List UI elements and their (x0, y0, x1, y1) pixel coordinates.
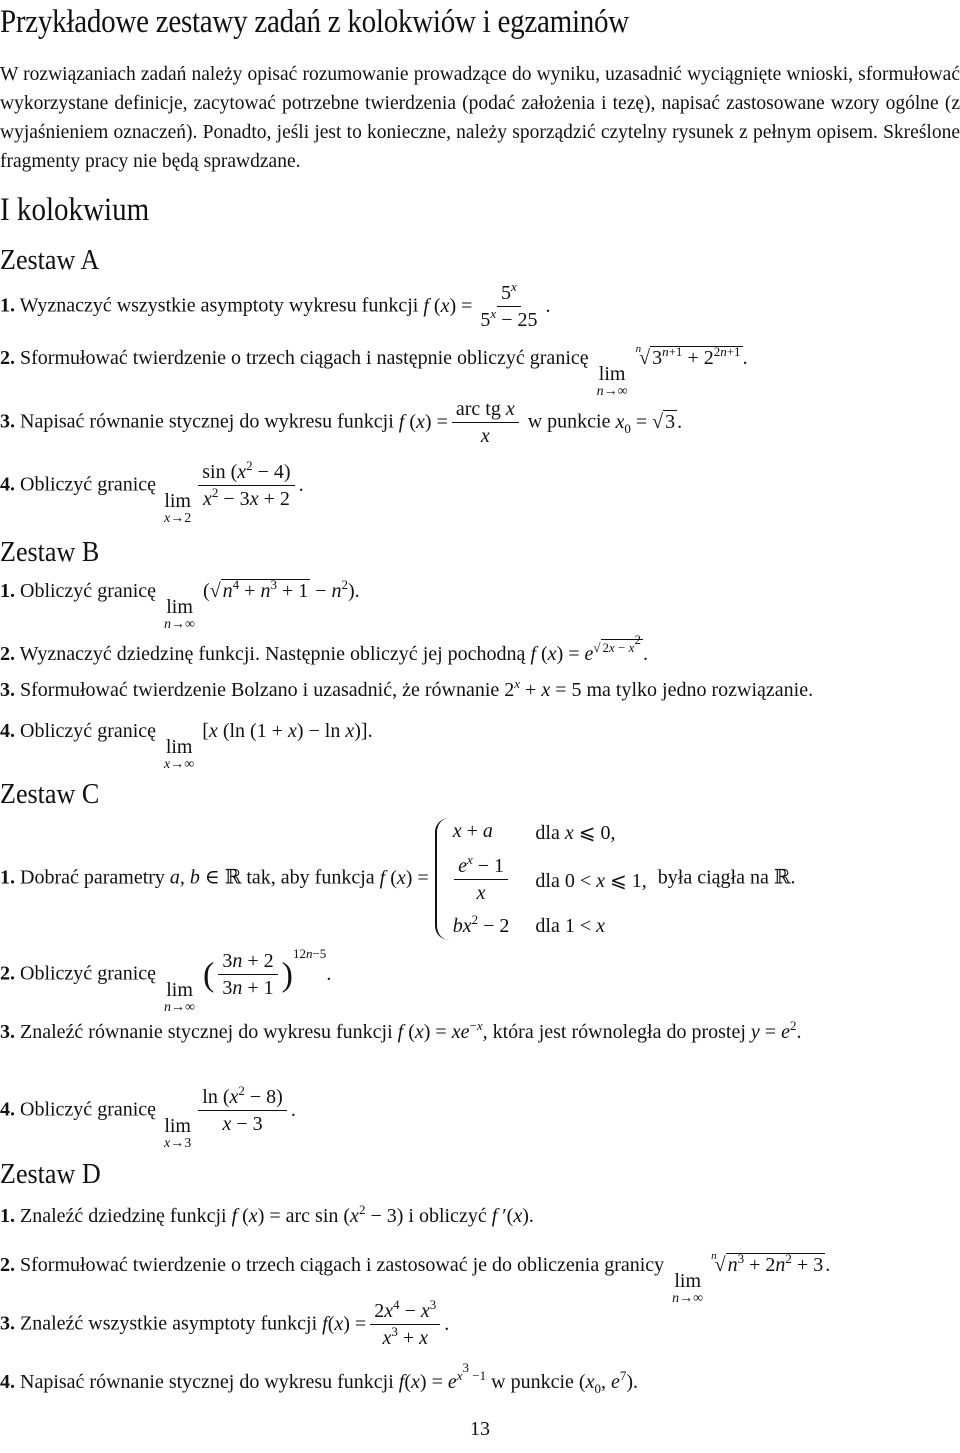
task-d2: 2. Sformułować twierdzenie o trzech ciągach i zastosować je do obliczenia granicy lim n→∞ $^n$√ $n^3 + 2n^2 + 3$ . (0, 1250, 831, 1306)
task-b4: 4. Obliczyć granicę lim x→∞ [x (ln (1 + x) − ln x)]. (0, 720, 373, 772)
set-heading: Zestaw A (0, 244, 100, 276)
formula: ($x_0$, $e^7$). (578, 1368, 639, 1396)
formula: f $(x) = xe^{-x}$ (397, 1018, 483, 1043)
formula: $y = e^2$. (750, 1018, 802, 1043)
task-a4: 4. Obliczyć granicę lim x→2 $\frac{\sin (x^2 - 4)}{x^2 - 3x + 2}$ . (0, 458, 304, 526)
section-heading: I kolokwium (0, 192, 150, 228)
formula: $x_0$ = √ 3 . (615, 410, 683, 436)
formula: lim x→∞ [x (ln (1 + x) − ln x)]. (164, 720, 373, 772)
task-c2: 2. Obliczyć granicę lim n→∞ ( $\frac{3n + 2}{3n + 1}$ )$^{12n-5}$. (0, 945, 332, 1015)
task-c4: 4. Obliczyć granicę lim x→3 $\frac{\ln (x^2 - 8)}{x - 3}$ . (0, 1083, 296, 1151)
formula: f (x) = arc $\sin (x^2 - 3)$ (231, 1202, 404, 1227)
set-heading: Zestaw B (0, 536, 100, 568)
formula: f ′(x). (491, 1205, 534, 1227)
formula: lim n→∞ $^n$√ $3^{n+1} + 2^{2n+1}$ . (596, 343, 748, 399)
task-a2: 2. Sformułować twierdzenie o trzech ciągach i następnie obliczyć granicę lim n→∞ $^n$√ $3^{n+1} + 2^{2n+1}$ . (0, 343, 748, 399)
formula: lim n→∞ (√ $n^4 + n^3 + 1 - n^2$). (164, 577, 360, 632)
task-c1: 1. Dobrać parametry a, b ∈ ℝ tak, aby funkcja f (x) = x + a dla x ⩽ 0, $\frac{e^x - 1}{x}$ dla 0 < x ⩽ 1, $bx^2 - 2$ dla 1 < x była ciągła na ℝ. (0, 818, 795, 940)
formula: $2^x + x = 5$ (504, 676, 582, 701)
set-heading: Zestaw D (0, 1158, 101, 1190)
task-d4: 4. Napisać równanie stycznej do wykresu funkcji $f(x) = e^{x^3 -1}$ w punkcie ($x_0$, $e^7$). (0, 1360, 639, 1396)
formula: lim n→∞ $^n$√ $n^3 + 2n^2 + 3$ . (672, 1250, 831, 1306)
task-a3: 3. Napisać równanie stycznej do wykresu funkcji f (x) = $\frac{\text{arc tg x}}{x}$ w punkcie $x_0$ = √ 3 . (0, 398, 683, 447)
formula: f (x) = $\frac{\text{arc tg x}}{x}$ (399, 411, 523, 433)
formula: f (x) = x + a dla x ⩽ 0, $\frac{e^x - 1}{x}$ dla 0 < x ⩽ 1, $bx^2 - 2$ dla 1 < x (380, 867, 653, 889)
formula: ℝ. (773, 866, 796, 889)
instructions-paragraph: W rozwiązaniach zadań należy opisać rozumowanie prowadzące do wyniku, uzasadnić wyciągnięte wnioski, sformułować wykorzystane definicje, zacytować potrzebne twierdzenia (podać założenia i tezę), napisać zastosowane wzory ogólne (z wyjaśnieniem oznaczeń). Ponadto, jeśli jest to konieczne, należy sporządzić czytelny rysunek z pełnym opisem. Skreślone fragmenty pracy nie będą sprawdzane. (0, 64, 960, 172)
task-d3: 3. Znaleźć wszystkie asymptoty funkcji f(x) = $\frac{2x^4 - x^3}{x^3 + x}$ . (0, 1297, 450, 1349)
piecewise-brace: x + a dla x ⩽ 0, $\frac{e^x - 1}{x}$ dla 0 < x ⩽ 1, $bx^2 - 2$ dla 1 < x (435, 818, 647, 940)
task-b2: 2. Wyznaczyć dziedzinę funkcji. Następnie obliczyć jej pochodną f $(x) = e^{√ 2x - x^2}$. (0, 632, 648, 665)
formula: f(x) = $\frac{2x^4 - x^3}{x^3 + x}$ . (322, 1297, 450, 1349)
page-number: 13 (470, 1418, 490, 1440)
task-d1: 1. Znaleźć dziedzinę funkcji f (x) = arc $\sin (x^2 - 3)$ i obliczyć f ′(x). (0, 1202, 534, 1227)
set-heading: Zestaw C (0, 778, 100, 810)
formula: f (x) = $\frac{5^x}{5^x - 25}$ . (423, 279, 551, 331)
task-a1: 1. Wyznaczyć wszystkie asymptoty wykresu funkcji f (x) = $\frac{5^x}{5^x - 25}$ . (0, 279, 551, 331)
formula: lim x→2 $\frac{\sin (x^2 - 4)}{x^2 - 3x + 2}$ . (164, 458, 304, 526)
formula: lim n→∞ ( $\frac{3n + 2}{3n + 1}$ )$^{12n-5}$. (164, 945, 332, 1015)
task-b3: 3. Sformułować twierdzenie Bolzano i uzasadnić, że równanie $2^x + x = 5$ ma tylko jedno rozwiązanie. (0, 676, 814, 701)
formula: $f(x) = e^{x^3 -1}$ (398, 1360, 487, 1393)
page-title: Przykładowe zestawy zadań z kolokwiów i egzaminów (0, 4, 629, 40)
formula: a, b ∈ ℝ (169, 866, 242, 889)
formula: f $(x) = e^{√ 2x - x^2}$. (530, 632, 648, 665)
task-b1: 1. Obliczyć granicę lim n→∞ (√ $n^4 + n^3 + 1 - n^2$). (0, 577, 360, 632)
task-c3: 3. Znaleźć równanie stycznej do wykresu funkcji f $(x) = xe^{-x}$, która jest równoległa do prostej $y = e^2$. (0, 1018, 802, 1043)
formula: lim x→3 $\frac{\ln (x^2 - 8)}{x - 3}$ . (164, 1083, 296, 1151)
